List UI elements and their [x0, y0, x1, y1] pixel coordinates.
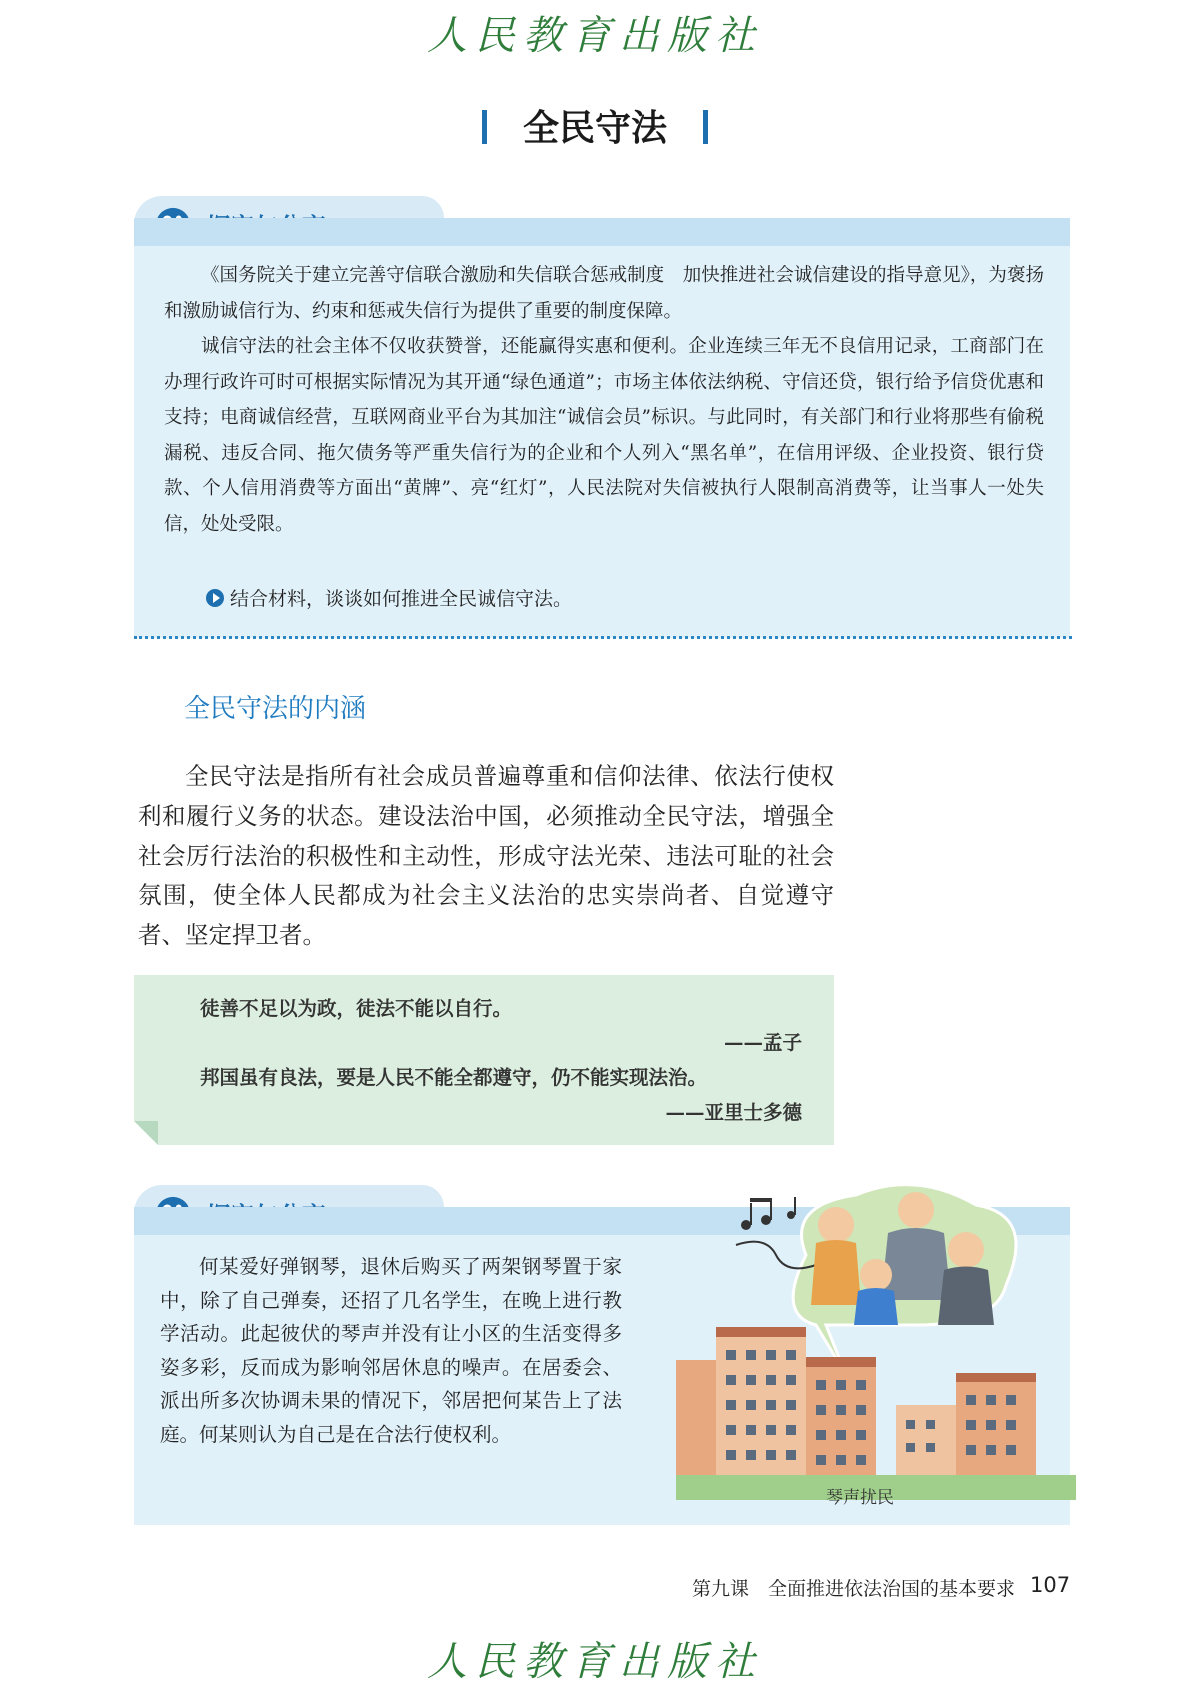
- quote-box: [134, 975, 834, 1145]
- explore-2-paragraph: 何某爱好弹钢琴，退休后购买了两架钢琴置于家中，除了自己弹奏，还招了几名学生，在晚上进行教学活动。此起彼伏的琴声并没有让小区的生活变得多姿多彩，反而成为影响邻居休息的噪声。在居委会、派出所多次协调未果的情况下，邻居把何某告上了法庭。何某则认为自己是在合法行使权利。: [160, 1255, 622, 1446]
- panel-header-bar: [134, 218, 1070, 246]
- explore-1-content: [164, 258, 1044, 542]
- music-note-icon: [741, 1197, 796, 1230]
- page-title-text: 全民守法: [522, 108, 667, 149]
- subheading: 全民守法的内涵: [184, 694, 367, 724]
- discussion-question: [206, 584, 572, 611]
- play-arrow-icon: [206, 589, 224, 607]
- publisher-logo-bottom: 人民教育出版社: [427, 1639, 763, 1685]
- page-number: 107: [1030, 1573, 1071, 1597]
- question-text: 结合材料，谈谈如何推进全民诚信守法。: [230, 588, 573, 610]
- illustration-caption: 琴声扰民: [826, 1488, 894, 1508]
- title-bar-right: [703, 110, 708, 144]
- piano-noise-illustration: [676, 1175, 1076, 1500]
- quote-text: 徒善不足以为政，徒法不能以自行。: [200, 997, 513, 1020]
- quote-text: 邦国虽有良法，要是人民不能全都遵守，仍不能实现法治。: [200, 1066, 708, 1089]
- body-paragraph: 全民守法是指所有社会成员普遍尊重和信仰法律、依法行使权利和履行义务的状态。建设法治中国，必须推动全民守法，增强全社会厉行法治的积极性和主动性，形成守法光荣、违法可耻的社会氛围，使全体人民都成为社会主义法治的忠实崇尚者、自觉遵守者、坚定捍卫者。: [138, 762, 834, 950]
- explore-1-paragraph: 诚信守法的社会主体不仅收获赞誉，还能赢得实惠和便利。企业连续三年无不良信用记录，工商部门在办理行政许可时可根据实际情况为其开通“绿色通道”；市场主体依法纳税、守信还贷，银行给予信贷优惠和支持；电商诚信经营，互联网商业平台为其加注“诚信会员”标识。与此同时，有关部门和行业将那些有偷税漏税、违反合同、拖欠债务等严重失信行为的企业和个人列入“黑名单”，在信用评级、企业投资、银行贷款、个人信用消费等方面出“黄牌”、亮“红灯”，人民法院对失信被执行人限制高消费等，让当事人一处失信，处处受限。: [164, 336, 1044, 535]
- page-fold-corner: [134, 1121, 158, 1145]
- chapter-footer: 第九课 全面推进依法治国的基本要求: [692, 1578, 1016, 1600]
- apartment-buildings: [676, 1327, 1076, 1500]
- dotted-divider: [134, 636, 1072, 639]
- quote-author: ——亚里士多德: [665, 1101, 802, 1124]
- explore-1-paragraph: 《国务院关于建立完善守信联合激励和失信联合惩戒制度 加快推进社会诚信建设的指导意见》，为褒扬和激励诚信行为、约束和惩戒失信行为提供了重要的制度保障。: [164, 265, 1044, 322]
- quote-author: ——孟子: [723, 1031, 802, 1054]
- explore-2-content: [160, 1250, 622, 1451]
- publisher-logo-top: 人民教育出版社: [427, 13, 763, 59]
- body-content: [138, 757, 834, 956]
- title-bar-left: [482, 110, 487, 144]
- page-title: [0, 100, 1190, 151]
